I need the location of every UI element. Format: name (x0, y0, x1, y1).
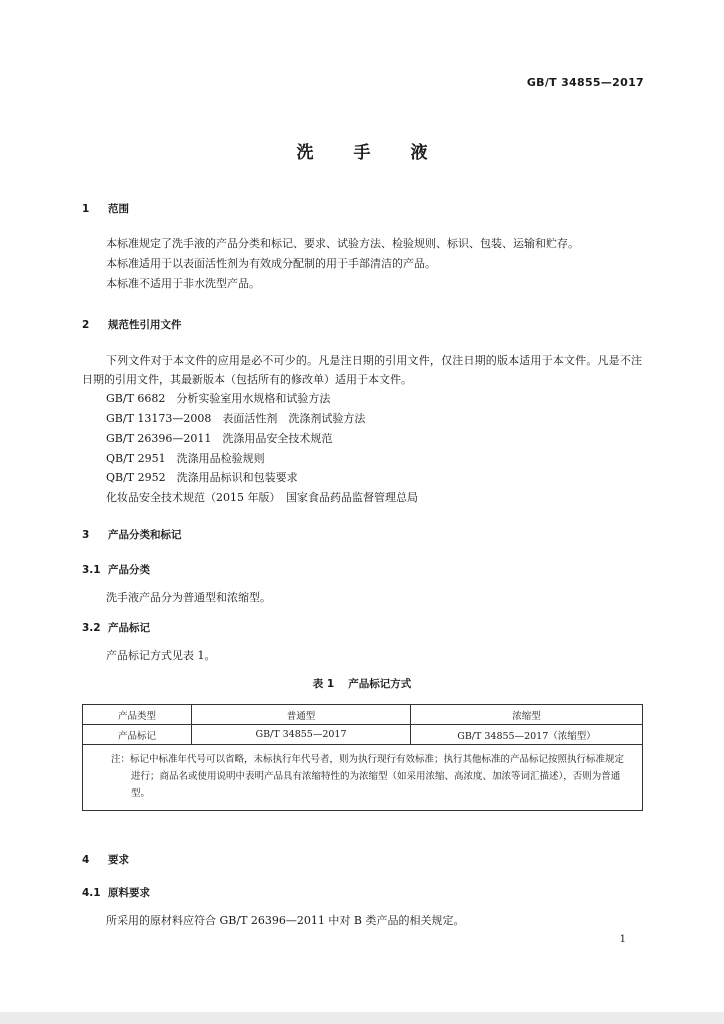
normative-refs-intro: 下列文件对于本文件的应用是必不可少的。凡是注日期的引用文件，仅注日期的版本适用于本文件。凡是不注日期的引用文件，其最新版本（包括所有的修改单）适用于本文件。 (82, 354, 642, 386)
reference-item: GB/T 6682 分析实验室用水规格和试验方法 (106, 392, 331, 405)
table-cell: GB/T 34855—2017 (192, 725, 411, 745)
marking-text: 产品标记方式见表 1。 (106, 649, 216, 662)
product-marking-table (82, 704, 643, 811)
table-number: 表 1 (312, 678, 335, 690)
section-3-2-heading (82, 620, 150, 635)
reference-item: QB/T 2952 洗涤用品标识和包装要求 (106, 471, 298, 484)
section-number: 3.2 (82, 622, 101, 634)
reference-item: GB/T 13173—2008 表面活性剂 洗涤剂试验方法 (106, 412, 366, 425)
table-header-cell: 产品类型 (83, 705, 192, 725)
section-number: 3 (82, 529, 90, 541)
section-number: 2 (82, 319, 90, 331)
section-3-heading (82, 527, 182, 542)
table-note: 注：标记中标准年代号可以省略，未标执行年代号者，则为执行现行有效标准；执行其他标准的产品标记按照执行标准规定进行；商品名或使用说明中表明产品具有浓缩特性的为浓缩型（如采用浓缩、高浓度、加浓等词汇描述），否则为普通型。 (111, 754, 625, 799)
viewer-bottom-edge (0, 1012, 724, 1024)
scope-paragraph-2: 本标准适用于以表面活性剂为有效成分配制的用于手部清洁的产品。 (106, 257, 436, 270)
document-title: 洗手液 (296, 143, 468, 163)
standard-code: GB/T 34855—2017 (526, 76, 644, 89)
scope-paragraph-3: 本标准不适用于非水洗型产品。 (106, 277, 260, 290)
table-cell: 产品标记 (83, 725, 192, 745)
section-title: 原料要求 (108, 887, 150, 899)
reference-item: GB/T 26396—2011 洗涤用品安全技术规范 (106, 432, 333, 445)
section-2-heading (82, 317, 182, 332)
raw-material-text: 所采用的原材料应符合 GB/T 26396—2011 中对 B 类产品的相关规定。 (106, 914, 465, 927)
table-caption (0, 676, 724, 691)
table-header-row (83, 705, 643, 725)
section-title: 产品分类和标记 (108, 529, 182, 541)
section-4-heading (82, 852, 129, 867)
section-4-1-heading (82, 885, 150, 900)
table-note-row (83, 745, 643, 811)
section-3-1-heading (82, 562, 150, 577)
section-number: 3.1 (82, 564, 101, 576)
section-number: 1 (82, 203, 90, 215)
classification-text: 洗手液产品分为普通型和浓缩型。 (106, 591, 271, 604)
table-cell: GB/T 34855—2017（浓缩型） (411, 725, 643, 745)
section-number: 4 (82, 854, 90, 866)
section-title: 产品分类 (108, 564, 150, 576)
table-title: 产品标记方式 (348, 678, 412, 690)
reference-item: 化妆品安全技术规范（2015 年版） 国家食品药品监督管理总局 (106, 491, 418, 504)
table-header-cell: 普通型 (192, 705, 411, 725)
section-title: 规范性引用文件 (108, 319, 182, 331)
table-note-cell (83, 745, 643, 811)
section-1-heading (82, 201, 129, 216)
scope-paragraph-1: 本标准规定了洗手液的产品分类和标记、要求、试验方法、检验规则、标识、包装、运输和贮存。 (106, 237, 579, 250)
page-number: 1 (619, 934, 626, 945)
section-title: 要求 (108, 854, 129, 866)
section-title: 范围 (108, 203, 129, 215)
reference-item: QB/T 2951 洗涤用品检验规则 (106, 452, 265, 465)
section-number: 4.1 (82, 887, 101, 899)
section-title: 产品标记 (108, 622, 150, 634)
table-row (83, 725, 643, 745)
table-header-cell: 浓缩型 (411, 705, 643, 725)
